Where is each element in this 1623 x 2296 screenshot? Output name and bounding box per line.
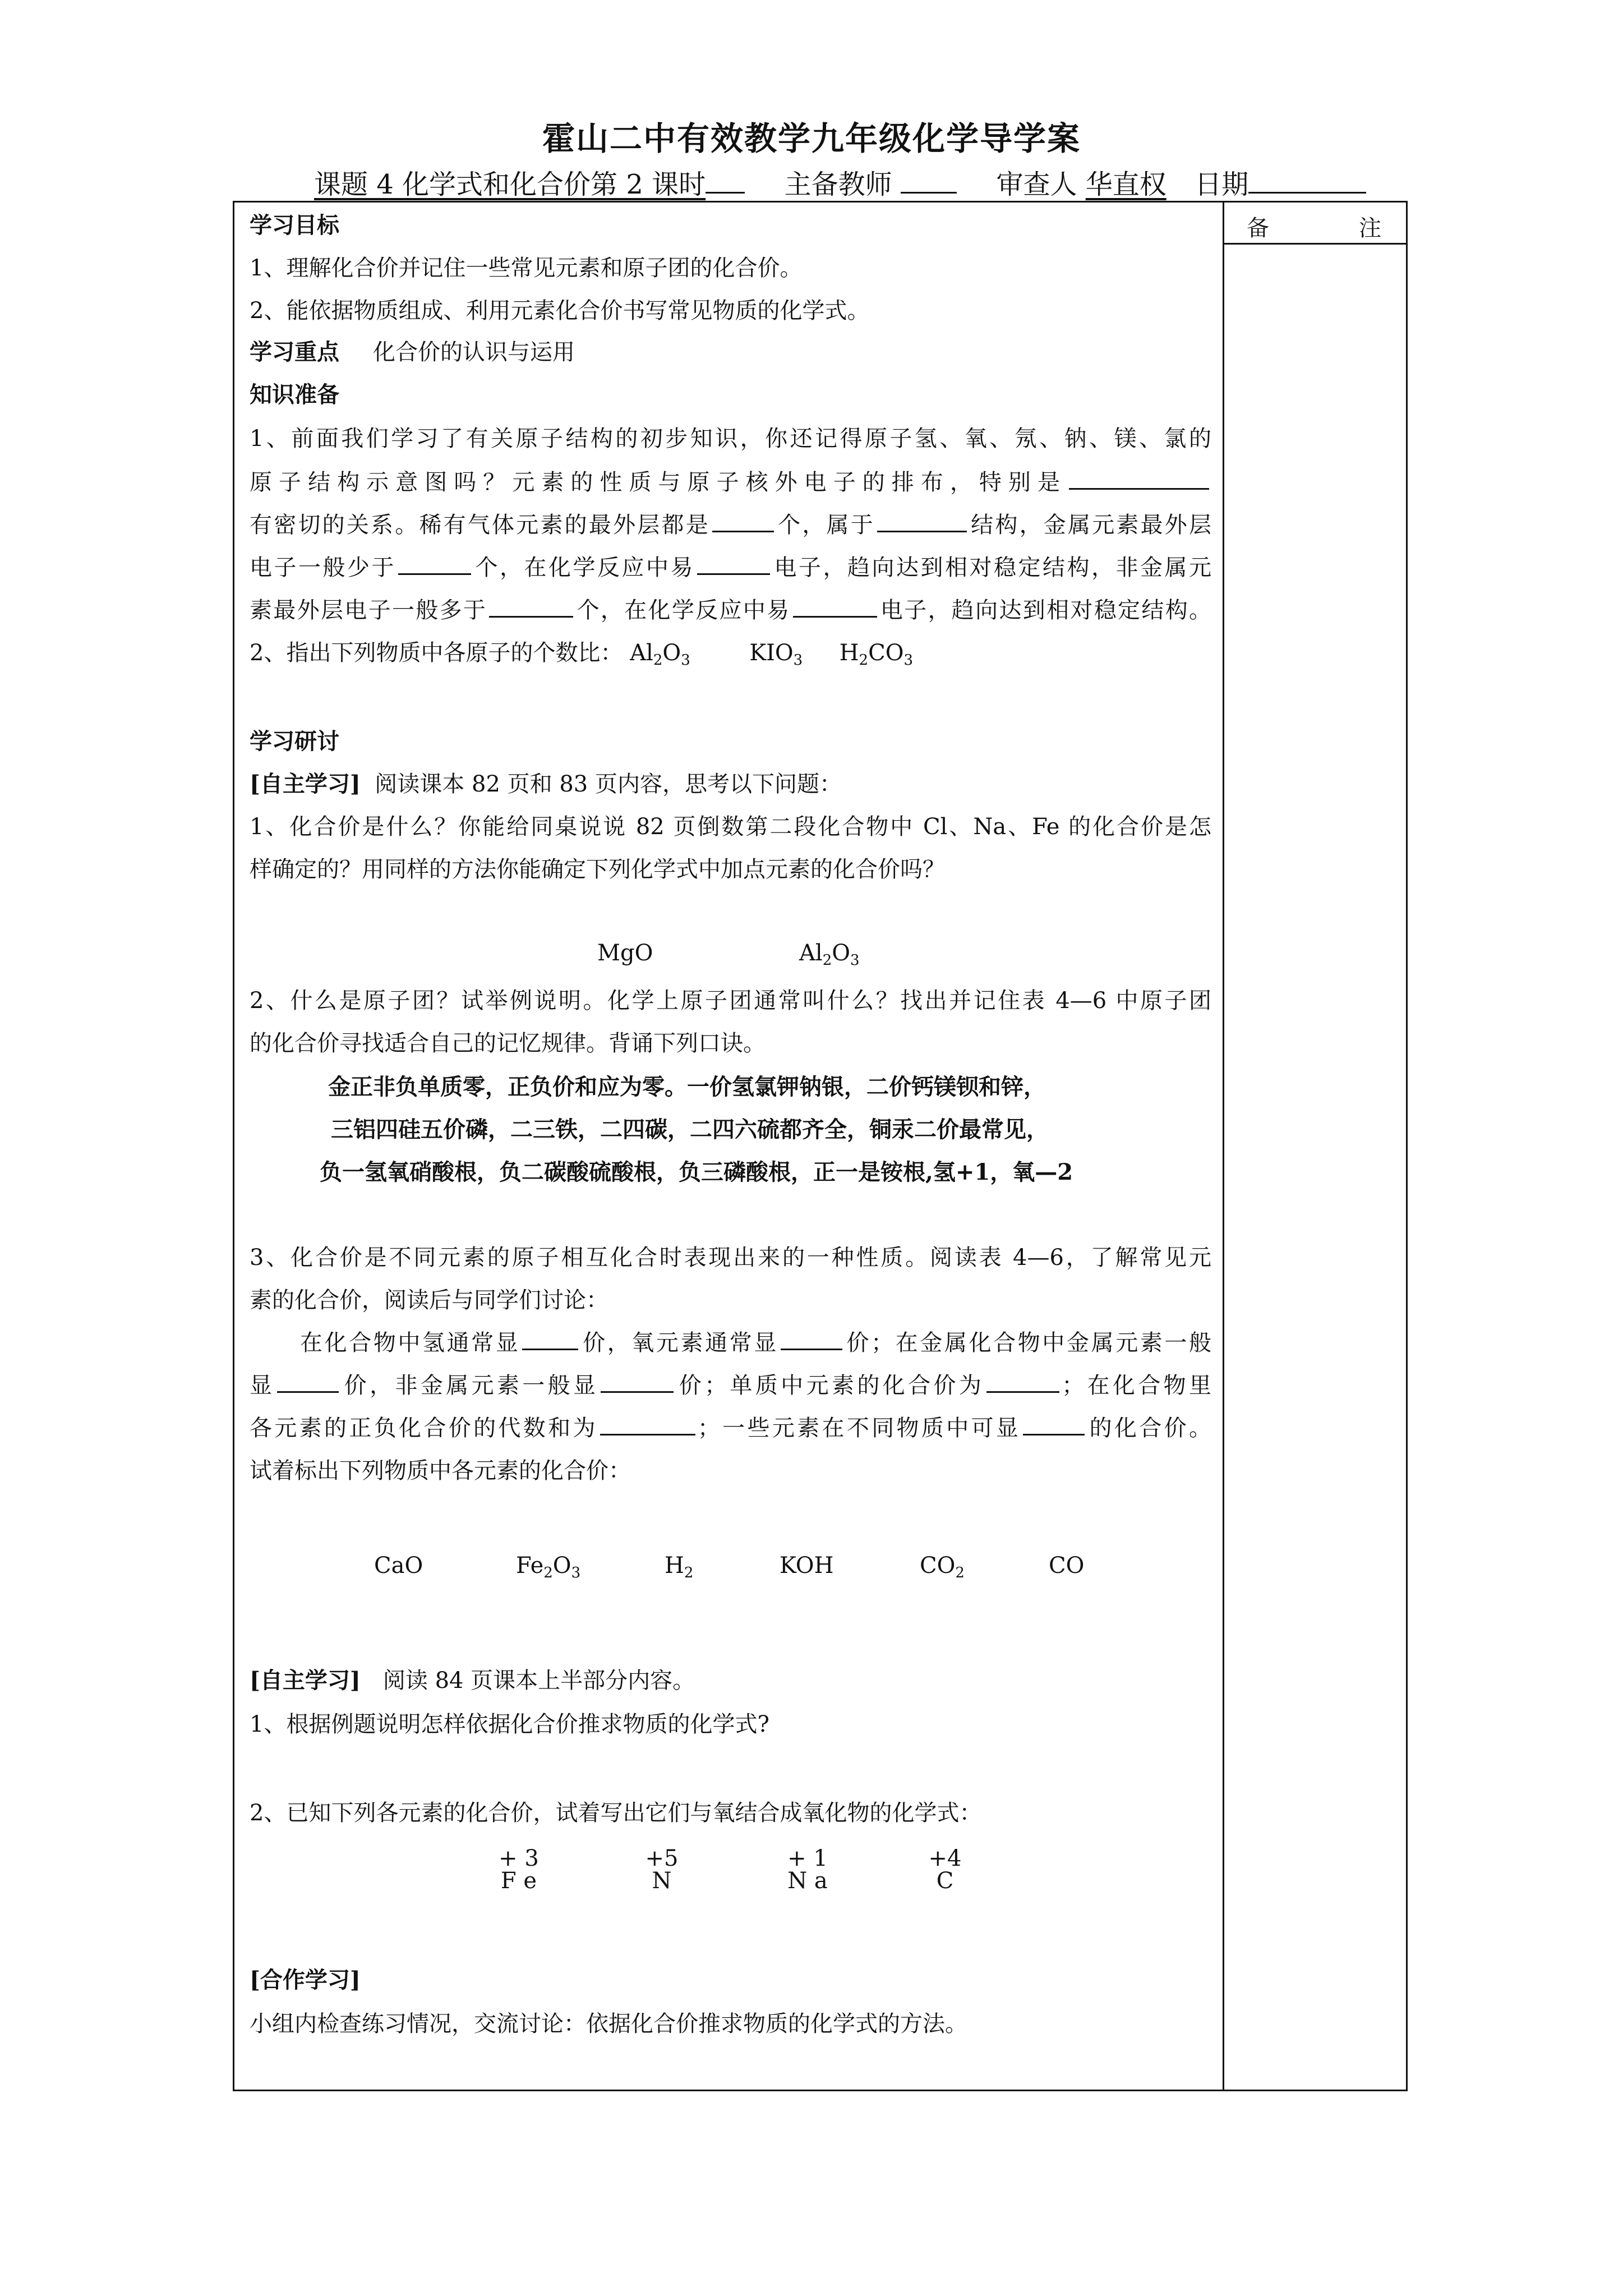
- prep-q1-line-4: [250, 550, 1211, 582]
- rhyme-line-2: 三铝四硅五价磷，二三铁，二四碳，二四六硫都齐全，铜汞二价最常见，: [331, 1116, 1049, 1143]
- self-study-2-q1: 1、根据例题说明怎样依据化合价推求物质的化学式?: [250, 1711, 769, 1737]
- study-q3-line-2: 素的化合价，阅读后与同学们讨论：: [250, 1287, 608, 1313]
- goals-heading: 学习目标: [250, 212, 339, 238]
- prep-q1-text-4c: 电子，趋向达到相对稳定结构，非金属元: [772, 555, 1211, 581]
- study-q3-line-1: 3、化合价是不同元素的原子相互化合时表现出来的一种性质。阅读表 4—6，了解常见元: [250, 1245, 1211, 1271]
- q3-text-4a: 显: [250, 1373, 275, 1398]
- study-q1-line-2: 样确定的？用同样的方法你能确定下列化学式中加点元素的化合价吗？: [250, 857, 945, 882]
- goal-item-1: 1、理解化合价并记住一些常见元素和原子团的化合价。: [250, 255, 803, 281]
- prep-q1-line-5: [250, 592, 1211, 624]
- q3-text-4b: 价，非金属元素一般显: [341, 1373, 599, 1398]
- focus-label: 学习重点: [250, 339, 339, 365]
- focus-line: [250, 334, 575, 366]
- study-q3-line-5: [250, 1410, 1211, 1442]
- valence-n: +5 N: [645, 1846, 679, 1894]
- answer-blank[interactable]: [877, 510, 967, 532]
- teacher-blank: [901, 169, 957, 194]
- prep-q1-line-1: 1、前面我们学习了有关原子结构的初步知识，你还记得原子氢、氧、氖、钠、镁、氯的: [250, 426, 1211, 452]
- formula-koh: KOH: [780, 1553, 834, 1579]
- prep-q1-text-4b: 个，在化学反应中易: [473, 555, 695, 581]
- study-q2-line-1: 2、什么是原子团？试举例说明。化学上原子团通常叫什么？找出并记住表 4—6 中原子团: [250, 988, 1211, 1014]
- q3-text-4d: ；在化合物里: [1062, 1373, 1212, 1398]
- date-blank: [1248, 169, 1366, 194]
- formula-h2: $H_2$: [665, 1553, 694, 1581]
- answer-blank[interactable]: [793, 596, 877, 618]
- answer-blank[interactable]: [712, 510, 774, 532]
- subtitle-line: [314, 163, 1366, 201]
- formula-h2co3: $H_2CO_3$: [839, 640, 914, 669]
- prep-q1-line-2: [250, 464, 1211, 496]
- self-study-2: [250, 1663, 695, 1695]
- date-label: 日期: [1195, 169, 1249, 200]
- q3-text-4c: 价；单质中元素的化合价为: [676, 1373, 985, 1398]
- coop-text: 小组内检查练习情况，交流讨论：依据化合价推求物质的化学式的方法。: [250, 2011, 967, 2037]
- prep-q1-line-3: [250, 507, 1211, 539]
- rhyme-line-3: 负一氢氧硝酸根，负二碳酸硫酸根，负三磷酸根，正一是铵根,氢+1，氧—2: [320, 1159, 1073, 1185]
- q3-text-3b: 价，氧元素通常显: [580, 1330, 778, 1356]
- answer-blank[interactable]: [781, 1328, 842, 1350]
- goal-item-2: 2、能依据物质组成、利用元素化合价书写常见物质的化学式。: [250, 298, 870, 324]
- valence-fe: + 3 F e: [499, 1846, 539, 1894]
- answer-blank[interactable]: [398, 553, 471, 575]
- notes-header-right: 注: [1359, 215, 1381, 241]
- study-q3-line-4: [250, 1368, 1211, 1400]
- notes-header-left: 备: [1247, 215, 1269, 241]
- notes-column-divider: [1223, 201, 1224, 2091]
- formula-fe2o3: $Fe_2O_3$: [516, 1553, 581, 1581]
- formula-cao: CaO: [374, 1553, 423, 1579]
- q3-text-5c: 的化合价。: [1087, 1415, 1211, 1441]
- q3-text-3a: 在化合物中氢通常显: [300, 1330, 520, 1356]
- study-q1-line-1: 1、化合价是什么？你能给同桌说说 82 页倒数第二段化合物中 Cl、Na、Fe 的化合价是怎: [250, 814, 1211, 840]
- rhyme-line-1: 金正非负单质零，正负价和应为零。一价氢氯钾钠银，二价钙镁钡和锌，: [328, 1074, 1046, 1100]
- answer-blank[interactable]: [601, 1371, 674, 1393]
- coop-tag: [合作学习]: [250, 1967, 361, 1993]
- answer-blank[interactable]: [277, 1371, 339, 1393]
- q3-text-5a: 各元素的正负化合价的代数和为: [250, 1415, 598, 1441]
- focus-text: 化合价的认识与运用: [373, 339, 575, 365]
- self-study-2-text: 阅读 84 页课本上半部分内容。: [382, 1668, 695, 1694]
- formula-kio3: $KIO_3$: [749, 640, 803, 669]
- page-title: 霍山二中有效教学九年级化学导学案: [542, 119, 1081, 158]
- answer-blank[interactable]: [1023, 1414, 1085, 1435]
- answer-blank[interactable]: [600, 1414, 695, 1435]
- prep-q1-text-5a: 素最外层电子一般多于: [250, 597, 487, 623]
- valence-c: +4 C: [928, 1846, 962, 1894]
- self-study-2-tag: [自主学习]: [250, 1667, 361, 1694]
- answer-blank[interactable]: [1069, 468, 1209, 490]
- prep-q1-text-5b: 个，在化学反应中易: [575, 597, 791, 623]
- teacher-label: 主备教师: [784, 169, 892, 200]
- topic-underline: [706, 169, 745, 194]
- notes-column-header: [1224, 203, 1406, 245]
- q3-text-5b: ；一些元素在不同物质中可显: [697, 1415, 1021, 1441]
- self-study-1-text: 阅读课本 82 页和 83 页内容，思考以下问题：: [375, 771, 842, 797]
- prep-q1-text-4a: 电子一般少于: [250, 555, 396, 581]
- prep-q1-text-2: 原子结构示意图吗？元素的性质与原子核外电子的排布，特别是: [250, 470, 1067, 495]
- q3-text-3c: 价；在金属化合物中金属元素一般: [844, 1330, 1212, 1356]
- prep-q2-line: [250, 635, 913, 667]
- study-q2-line-2: 的化合价寻找适合自己的记忆规律。背诵下列口诀。: [250, 1030, 766, 1056]
- prep-heading: 知识准备: [250, 381, 339, 408]
- reviewer-label: 审查人: [996, 169, 1077, 200]
- prep-q1-text-3c: 结构，金属元素最外层: [969, 512, 1212, 538]
- study-heading: 学习研讨: [250, 728, 339, 754]
- formula-co2: $CO_2$: [920, 1553, 965, 1581]
- prep-q1-text-5c: 电子，趋向达到相对稳定结构。: [879, 597, 1212, 623]
- prep-q1-text-3a: 有密切的关系。稀有气体元素的最外层都是: [250, 512, 710, 538]
- prep-q1-text-3b: 个，属于: [776, 512, 875, 538]
- prep-q2-text: 2、指出下列物质中各原子的个数比：: [250, 640, 623, 666]
- study-q3-line-6: 试着标出下列物质中各元素的化合价：: [250, 1458, 631, 1484]
- answer-blank[interactable]: [522, 1328, 578, 1350]
- self-study-1: [250, 766, 842, 798]
- formula-al2o3: $Al_2O_3$: [630, 640, 690, 669]
- reviewer-name: 华直权: [1085, 169, 1166, 200]
- formula-mgo: MgO: [597, 940, 653, 966]
- self-study-1-tag: [自主学习]: [250, 771, 361, 797]
- study-q3-line-3: [300, 1325, 1211, 1357]
- valence-na: + 1 N a: [787, 1846, 828, 1894]
- topic: 课题 4 化学式和化合价第 2 课时: [314, 169, 706, 200]
- self-study-2-q2: 2、已知下列各元素的化合价，试着写出它们与氧结合成氧化物的化学式：: [250, 1800, 982, 1826]
- answer-blank[interactable]: [697, 553, 770, 575]
- answer-blank[interactable]: [986, 1371, 1059, 1393]
- formula-co: CO: [1049, 1553, 1085, 1579]
- formula-al2o3-b: $Al_2O_3$: [799, 940, 860, 969]
- answer-blank[interactable]: [489, 596, 573, 618]
